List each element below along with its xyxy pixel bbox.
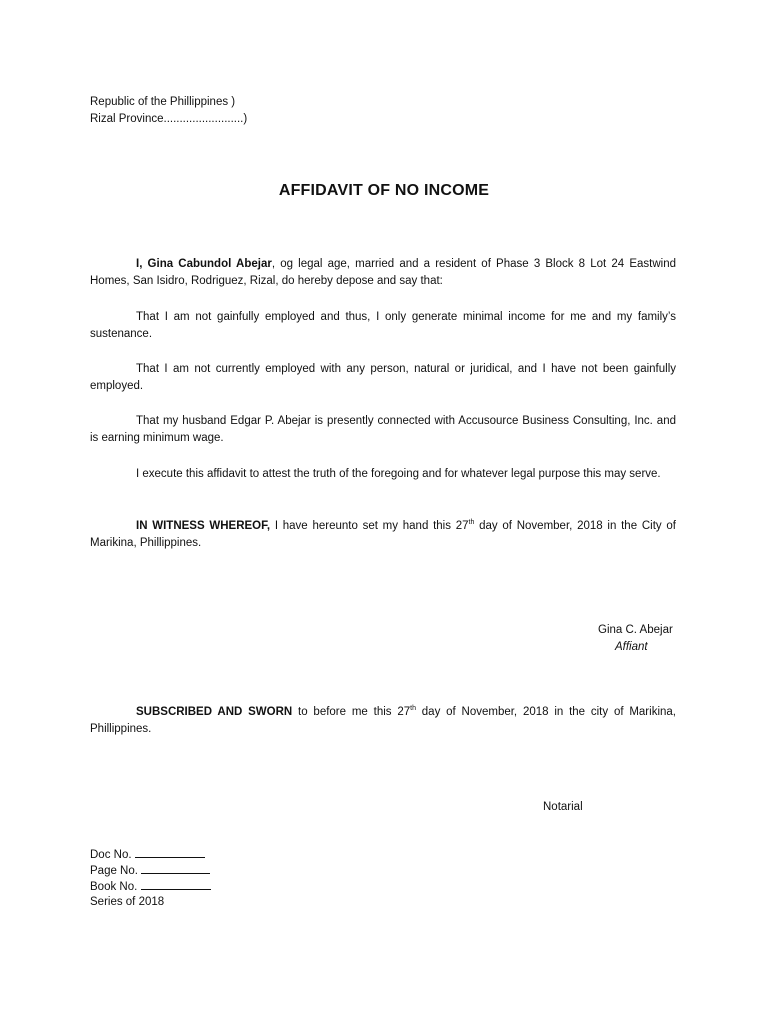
venue-province: Rizal Province.........................) (90, 113, 248, 125)
affiant-label: Affiant (615, 641, 648, 653)
page-no-row (90, 862, 211, 878)
deponent-details: , og legal age, married and a resident of Phase 3 Block 8 Lot 24 Eastwind Homes, San Isidro, Rodriguez, Rizal, do hereby depose and say that: (90, 258, 677, 287)
jurat-paragraph (90, 704, 676, 738)
book-no-blank (141, 878, 211, 890)
paragraph-witness (90, 518, 676, 552)
paragraph-deponent (90, 256, 676, 290)
series-row: Series of 2018 (90, 896, 165, 908)
paragraph-not-currently-employed: That I am not currently employed with any person, natural or juridical, and I have not been gainfully employed. (90, 363, 676, 392)
affiant-name: Gina C. Abejar (598, 624, 673, 636)
witness-text-b: day of November, 2018 in the City of Marikina, Phillippines. (90, 520, 676, 549)
notary-register (90, 846, 211, 910)
jurat-text-a: to before me this 27 (292, 706, 411, 718)
paragraph-husband: That my husband Edgar P. Abejar is presently connected with Accusource Business Consulting, Inc. and is earning minimum wage. (90, 415, 676, 444)
deponent-name: I, Gina Cabundol Abejar (136, 258, 272, 270)
jurat-lead: SUBSCRIBED AND SWORN (136, 706, 293, 718)
paragraph-not-employed: That I am not gainfully employed and thus, I only generate minimal income for me and my family’s sustenance. (90, 311, 676, 340)
page-no-blank (141, 862, 210, 874)
document-title: AFFIDAVIT OF NO INCOME (278, 182, 490, 199)
book-no-row (90, 878, 211, 894)
venue-country: Republic of the Phillippines ) (90, 96, 236, 108)
page-no-label: Page No. (90, 865, 138, 877)
doc-no-blank (135, 846, 205, 858)
jurat-text-b: day of November, 2018 in the city of Marikina, Phillippines. (90, 706, 676, 735)
doc-no-row (90, 846, 211, 862)
witness-lead: IN WITNESS WHEREOF, (136, 520, 271, 532)
book-no-label: Book No. (90, 881, 138, 893)
witness-text-a: I have hereunto set my hand this 27 (270, 520, 469, 532)
doc-no-label: Doc No. (90, 849, 132, 861)
witness-ordinal: th (468, 519, 475, 527)
paragraph-purpose: I execute this affidavit to attest the truth of the foregoing and for whatever legal purpose this may serve. (136, 468, 661, 480)
jurat-ordinal: th (410, 705, 416, 713)
venue-header (90, 94, 247, 128)
notarial-label: Notarial (543, 801, 583, 813)
